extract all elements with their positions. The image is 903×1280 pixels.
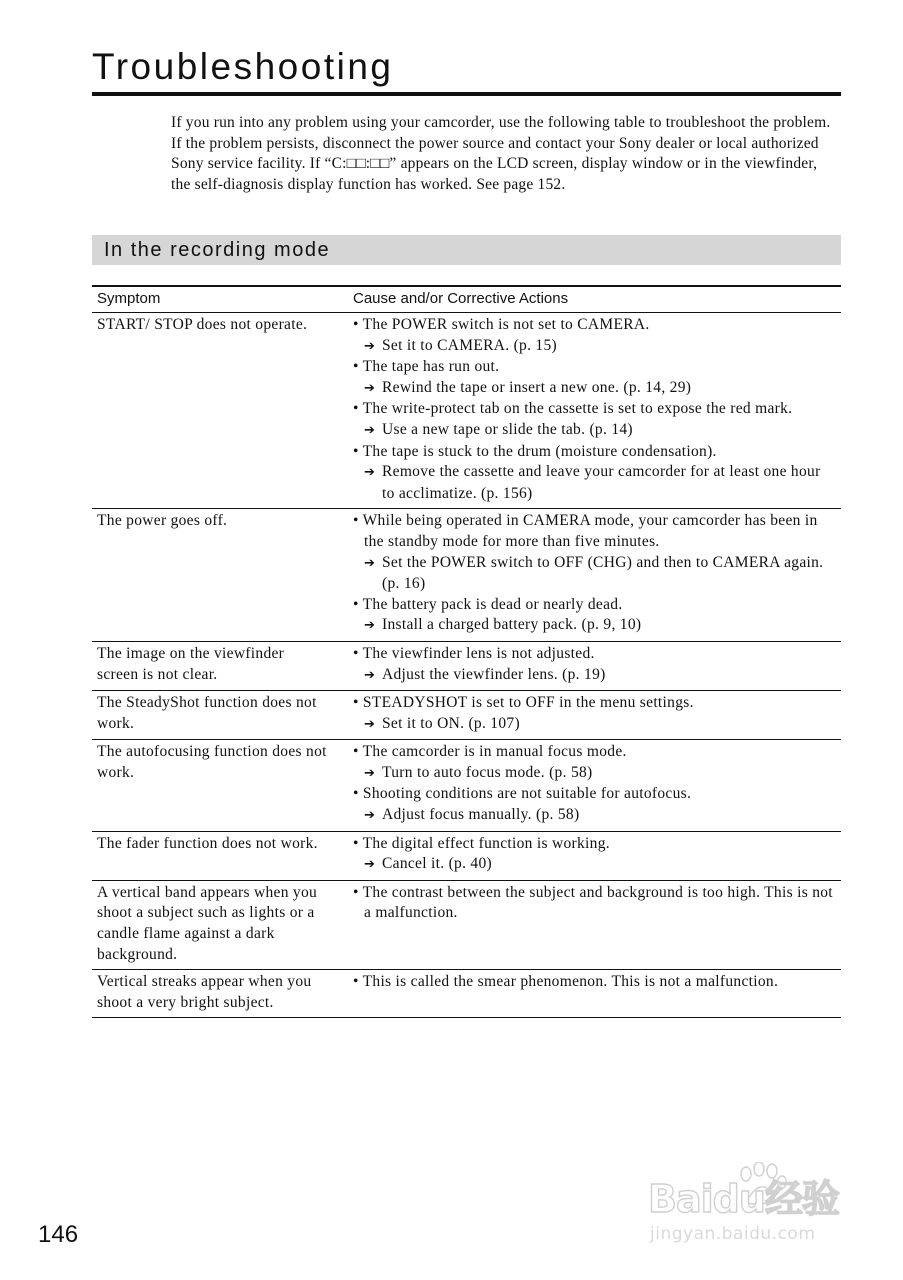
cause-item: • The camcorder is in manual focus mode. (353, 743, 627, 761)
table-row (92, 691, 841, 740)
action-text: Install a charged battery pack. (p. 9, 10) (382, 616, 642, 634)
section-title: In the recording mode (104, 239, 331, 261)
right-arrow-icon: ➔ (364, 808, 376, 824)
section-header (92, 235, 841, 265)
cause-cell (348, 313, 841, 509)
baidu-watermark (648, 1168, 858, 1268)
symptom-cell: The fader function does not work. (92, 831, 348, 880)
symptom-cell: The autofocusing function does not work. (92, 740, 348, 831)
action-text: Use a new tape or slide the tab. (p. 14) (382, 420, 633, 438)
table-row (92, 880, 841, 969)
watermark-url: jingyan.baidu.com (650, 1224, 816, 1244)
action-text: Set it to ON. (p. 107) (382, 714, 520, 732)
corrective-action (353, 420, 837, 442)
right-arrow-icon: ➔ (364, 465, 376, 481)
cause-cell (348, 691, 841, 740)
watermark-brand: Baidu经验 (648, 1177, 839, 1221)
corrective-action (353, 462, 837, 504)
cause-item: • The tape has run out. (353, 358, 500, 376)
table-row (92, 970, 841, 1018)
cause-item: • Shooting conditions are not suitable for autofocus. (353, 785, 692, 803)
corrective-action (353, 665, 837, 687)
corrective-action (353, 553, 837, 595)
right-arrow-icon: ➔ (364, 857, 376, 873)
cause-item: • The tape is stuck to the drum (moisture condensation). (353, 442, 717, 460)
symptom-cell: START/ STOP does not operate. (92, 313, 348, 509)
right-arrow-icon: ➔ (364, 338, 376, 354)
page-title: Troubleshooting (92, 46, 394, 87)
table-row (92, 313, 841, 509)
symptom-cell: The power goes off. (92, 509, 348, 642)
right-arrow-icon: ➔ (364, 618, 376, 634)
corrective-action (353, 763, 837, 785)
cause-item: • The write-protect tab on the cassette is set to expose the red mark. (353, 400, 793, 418)
table-row (92, 641, 841, 690)
page-number: 146 (38, 1221, 79, 1248)
title-rule (92, 92, 841, 96)
corrective-action (353, 615, 837, 637)
action-text: Rewind the tape or insert a new one. (p. 14, 29) (382, 378, 692, 396)
cause-item: • STEADYSHOT is set to OFF in the menu settings. (353, 694, 694, 712)
action-text: Set it to CAMERA. (p. 15) (382, 336, 557, 354)
corrective-action (353, 714, 837, 736)
cause-item: • The digital effect function is working. (353, 834, 610, 852)
table-row (92, 509, 841, 642)
corrective-action (353, 336, 837, 358)
symptom-cell: The image on the viewfinder screen is not clear. (92, 641, 348, 690)
corrective-action (353, 854, 837, 876)
cause-cell (348, 509, 841, 642)
right-arrow-icon: ➔ (364, 667, 376, 683)
cause-cell (348, 880, 841, 969)
corrective-action (353, 805, 837, 827)
action-text: Remove the cassette and leave your camcorder for at least one hour to acclimatize. (p. 156) (382, 463, 821, 502)
cause-cell (348, 831, 841, 880)
cause-item: • The POWER switch is not set to CAMERA. (353, 316, 650, 333)
action-text: Adjust the viewfinder lens. (p. 19) (382, 665, 606, 683)
right-arrow-icon: ➔ (364, 422, 376, 438)
action-text: Turn to auto focus mode. (p. 58) (382, 763, 593, 781)
header-symptom: Symptom (92, 286, 348, 313)
right-arrow-icon: ➔ (364, 716, 376, 732)
cause-item: • While being operated in CAMERA mode, your camcorder has been in the standby mode for more than five minutes. (353, 512, 818, 550)
cause-item: • This is called the smear phenomenon. This is not a malfunction. (353, 973, 779, 991)
table-header-row (92, 286, 841, 313)
cause-item: • The contrast between the subject and background is too high. This is not a malfunction. (353, 883, 833, 922)
corrective-action (353, 378, 837, 400)
action-text: Cancel it. (p. 40) (382, 855, 492, 873)
troubleshooting-table (92, 285, 841, 1018)
symptom-cell: A vertical band appears when you shoot a subject such as lights or a candle flame against a dark background. (92, 880, 348, 969)
cause-item: • The battery pack is dead or nearly dead. (353, 595, 623, 613)
cause-cell (348, 641, 841, 690)
action-text: Set the POWER switch to OFF (CHG) and then to CAMERA again. (p. 16) (382, 553, 824, 593)
cause-cell (348, 970, 841, 1018)
table-row (92, 831, 841, 880)
cause-item: • The viewfinder lens is not adjusted. (353, 644, 595, 662)
cause-cell (348, 740, 841, 831)
right-arrow-icon: ➔ (364, 555, 376, 571)
symptom-cell: The SteadyShot function does not work. (92, 691, 348, 740)
intro-paragraph: If you run into any problem using your camcorder, use the following table to troubleshoot the problem. If the problem persists, disconnect the power source and contact your Sony dealer or local authorized Sony service facility. If “C:□□:□□” appears on the LCD screen, display window or in the viewfinder, the self-diagnosis display function has worked. See page 152. (171, 114, 831, 193)
action-text: Adjust focus manually. (p. 58) (382, 806, 580, 824)
right-arrow-icon: ➔ (364, 380, 376, 396)
table-row (92, 740, 841, 831)
symptom-cell: Vertical streaks appear when you shoot a very bright subject. (92, 970, 348, 1018)
header-cause: Cause and/or Corrective Actions (348, 286, 841, 313)
right-arrow-icon: ➔ (364, 765, 376, 781)
table-body (92, 313, 841, 1018)
